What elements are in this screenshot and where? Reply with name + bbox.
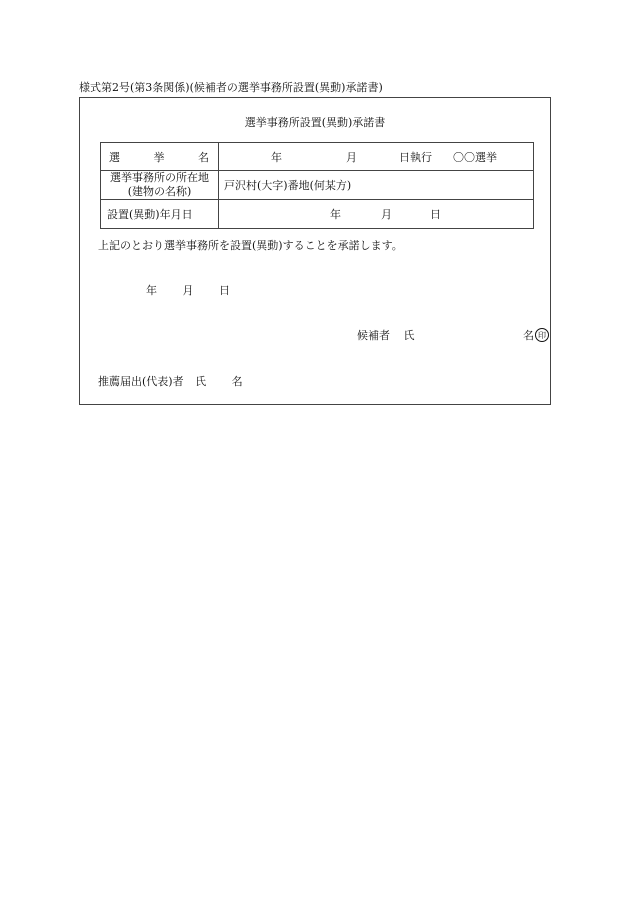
consent-month: 月 [182, 284, 194, 297]
setup-day: 日 [430, 208, 441, 221]
setup-date-row [101, 200, 534, 229]
election-month: 月 [346, 150, 357, 164]
consent-statement: 上記のとおり選挙事務所を設置(異動)することを承諾します。 [98, 239, 403, 252]
setup-month: 月 [381, 208, 392, 221]
setup-year: 年 [330, 208, 341, 221]
consent-date[interactable] [146, 282, 230, 298]
election-row [101, 143, 534, 171]
recommender-mei: 名 [231, 375, 243, 388]
form-title: 選挙事務所設置(異動)承諾書 [244, 116, 386, 129]
consent-form-frame [79, 97, 551, 405]
election-label [101, 143, 219, 171]
election-name: 〇〇選挙 [453, 150, 497, 164]
candidate-seal-area [523, 327, 549, 343]
candidate-label: 候補者 [357, 329, 390, 342]
location-label-line: 選挙事務所の所在地 [110, 171, 209, 184]
election-label-char: 名 [198, 150, 209, 164]
consent-year: 年 [146, 284, 157, 297]
election-label-char: 挙 [153, 150, 165, 164]
candidate-mei: 名 [523, 329, 534, 342]
election-value[interactable] [219, 143, 534, 171]
seal-icon: 印 [535, 328, 549, 342]
recommender-shi: 氏 [195, 375, 207, 388]
location-value[interactable] [219, 171, 534, 200]
location-label-line: (建物の名称) [127, 185, 192, 198]
consent-day: 日 [219, 284, 230, 297]
form-table [100, 142, 534, 229]
recommender-name-field[interactable] [98, 373, 243, 389]
location-row [101, 171, 534, 200]
candidate-shi: 氏 [403, 329, 415, 342]
election-year: 年 [271, 150, 282, 164]
election-label-char: 選 [109, 150, 120, 164]
location-label [101, 171, 219, 200]
form-caption: 様式第2号(第3条関係)(候補者の選挙事務所設置(異動)承諾書) [79, 81, 383, 94]
setup-date-label: 設置(異動)年月日 [101, 200, 219, 229]
setup-date-value[interactable] [219, 200, 534, 229]
recommender-label: 推薦届出(代表)者 [98, 375, 184, 388]
location-address: 戸沢村(大字)番地(何某方) [224, 179, 352, 192]
candidate-name-field[interactable] [357, 327, 415, 343]
election-day-exec: 日執行 [399, 150, 432, 164]
